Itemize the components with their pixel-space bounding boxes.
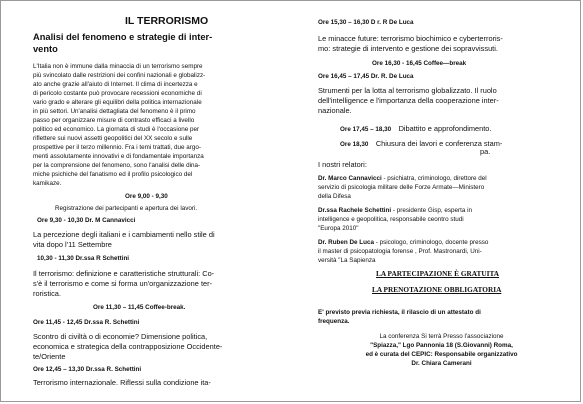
intro-line: di pericolo costante può provocare recessioni economiche di [33, 90, 202, 97]
speaker-name: Dr. Marco Cannavicci [318, 175, 382, 182]
coffee-break: Ore 11,30 – 11,45 Coffee-break. [93, 304, 186, 311]
talk-text: s'è il terrorismo e come si forma un'organizzazione ter- [33, 279, 213, 288]
free-participation-notice: LA PARTECIPAZIONE È GRATUITA [376, 269, 500, 278]
intro-line: prospettive per il terzo millennio. Fra i temi trattati, due argo- [33, 144, 201, 151]
speaker-bio: - presidente Gisp, esperta in [391, 207, 473, 214]
schedule-time: Ore 18,30 [340, 141, 369, 148]
schedule-time: Ore 9,00 - 9,30 [125, 193, 168, 200]
speaker-name: Dr. Ruben De Luca [318, 239, 374, 246]
intro-line: riflettere sui nuovi assetti geopolitici del XX secolo e sulle [33, 135, 193, 142]
intro-line: ato anche grazie all'aiuto di Internet. Il clima di incertezza e [33, 81, 198, 88]
intro-line: politico ed economico. La giornata di studi è l'occasione per [33, 126, 200, 133]
talk-text: La percezione degli italiani e i cambiamenti nello stile di [33, 230, 215, 239]
intro-line: per la comprensione del fenomeno, sono l'analisi delle dina- [33, 162, 201, 169]
certificate-text: E' previsto previa richiesta, il rilascio di un attestato di [318, 309, 481, 316]
debate-row [340, 122, 491, 135]
certificate-text: frequenza. [318, 318, 350, 325]
subtitle-line-1: Analisi del fenomeno e strategie di inter- [33, 32, 213, 42]
subtitle-line-2: vento [33, 44, 58, 54]
speaker-bio: servizio di psicologia militare delle Forze Armate—Ministero [318, 184, 485, 191]
speaker-bio: intelligence e geopolitica, responsabile ceontro studi [318, 216, 464, 223]
venue-line: La conferenza Si terrà Presso l'associazione [379, 333, 504, 340]
speaker-bio: - psichiatra, criminologo, direttore del [381, 175, 487, 182]
intro-line: passo per organizzare misure di contrasto efficaci a livello [33, 117, 195, 124]
venue-line: "Spiazza," Lgo Pannonia 18 (S.Giovanni) Roma, [370, 342, 513, 349]
schedule-time: Ore 15,30 – 16,30 D r. R De Luca [318, 19, 414, 26]
talk-text: dell'intelligence e l'importanza della cooperazione inter- [318, 96, 499, 105]
talk-text: te/Oriente [33, 352, 66, 361]
talk-text: Terrorismo internazionale. Riflessi sulla condizione ita- [33, 378, 211, 387]
intro-line: menti assolutamente innovativi e di fondamentale importanza [33, 153, 204, 160]
talk-text: Strumenti per la lotta al terrorismo globalizzato. Il ruolo [318, 86, 497, 95]
intro-line: L'Italia non è immune dalla minaccia di un terrorismo sempre [33, 63, 203, 70]
registration-text: Registrazione dei partecipanti e apertura dei lavori. [55, 205, 198, 212]
talk-text: Il terrorismo: definizione e caratteristiche strutturali: Co- [33, 269, 215, 278]
intro-line: kamikaze. [33, 180, 62, 187]
schedule-time: Ore 12,45 – 13,30 Dr.ssa R. Schettini [33, 366, 142, 373]
debate-text: Dibattito e approfondimento. [398, 124, 492, 133]
closing-row [340, 137, 502, 150]
talk-text: roristica. [33, 289, 61, 298]
schedule-time: Ore 9,30 - 10,30 Dr. M Cannavicci [37, 217, 136, 224]
schedule-time: Ore 17,45 – 18,30 [340, 126, 392, 133]
speaker-bio: della Difesa [318, 193, 351, 200]
closing-text: Chiusura dei lavori e conferenza stam- [375, 139, 503, 148]
venue-line: Dr. Chiara Camerani [411, 360, 472, 367]
talk-text: vita dopo l'11 Settembre [33, 240, 112, 249]
schedule-time: Ore 11,45 - 12,45 Dr.ssa R. Schettini [33, 319, 140, 326]
speakers-heading: I nostri relatori: [318, 160, 367, 169]
schedule-time: Ore 16,45 – 17,45 Dr. R. De Luca [318, 73, 414, 80]
talk-text: nazionale. [318, 106, 352, 115]
booking-required-notice: LA PRENOTAZIONE OBBLIGATORIA [372, 285, 502, 294]
intro-line: in più settori. Un'analisi dettagliata del fenomeno è il primo [33, 108, 196, 115]
speaker-bio: - psicologo, criminologo, docente presso [373, 239, 489, 246]
talk-text: Le minacce future: terrorismo biochimico e cyberterroris- [318, 34, 503, 43]
speaker-bio: versità "La Sapienza [318, 257, 376, 264]
talk-text: Scontro di civiltà o di economie? Dimensione politica, [33, 332, 208, 341]
intro-line: più svincolato dalle restrizioni dei confini nazionali e globalizz- [33, 72, 206, 79]
coffee-break: Ore 16,30 - 16,45 Coffee—break [372, 60, 467, 67]
speaker-bio: il master di psicopatologia forense , Prof. Mastronardi, Uni- [318, 248, 482, 255]
intro-line: miche psichiche del fanatismo ed il profilo psicologico del [33, 171, 193, 178]
schedule-time: 10,30 - 11,30 Dr.ssa R Schettini [37, 255, 130, 262]
talk-text: economica e strategica della contrapposizione Occidente- [33, 342, 223, 351]
talk-text: mo: strategie di intervento e gestione dei sopravvissuti. [318, 44, 498, 53]
document-title: IL TERRORISMO [125, 15, 209, 27]
closing-text: pa. [480, 147, 491, 156]
speaker-name: Dr.ssa Rachele Schettini [318, 207, 392, 214]
speaker-bio: "Europa 2010" [318, 225, 359, 232]
intro-line: vario grado e alterare gli equilibri della politica internazionale [33, 99, 202, 106]
venue-line: ed è curata del CEPIC: Responsabile organizzativo [365, 351, 518, 358]
